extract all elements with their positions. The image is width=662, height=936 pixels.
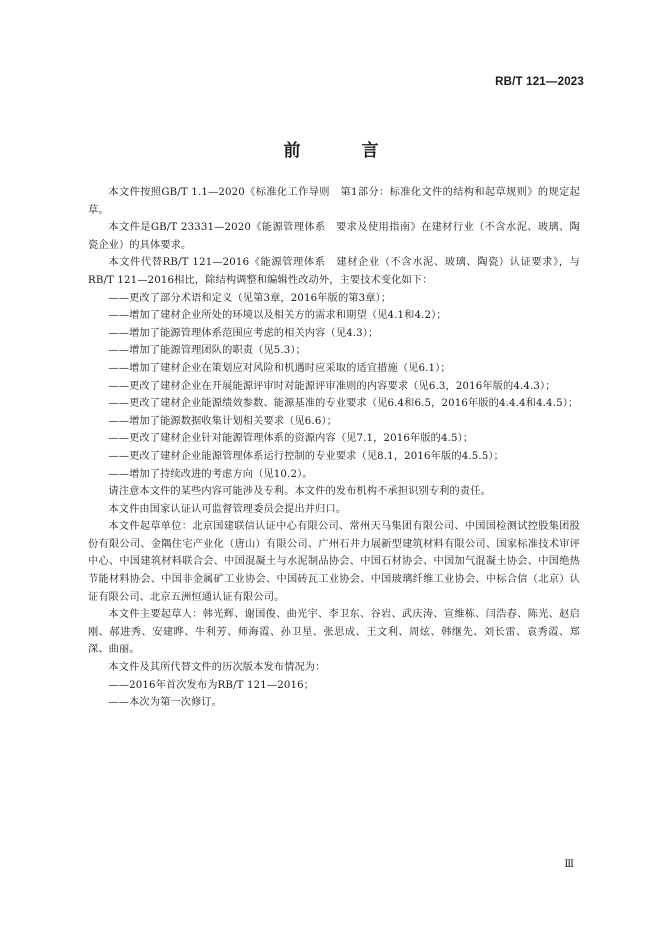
paragraph: 本文件及其所代替文件的历次版本发布情况为：	[108, 662, 326, 674]
change-item: ——增加了建材企业所处的环境以及相关方的需求和期望（见4.1和4.2）；	[108, 310, 447, 322]
change-item: ——更改了建材企业在开展能源评审时对能源评审准则的内容要求（见6.3，2016年版的4.4.3）；	[108, 380, 556, 392]
paragraph: 本文件是GB/T 23331—2020《能源管理体系 要求及使用指南》在建材行业（不含水泥、玻璃、陶瓷企业）的具体要求。	[88, 222, 580, 251]
history-item: ——本次为第一次修订。	[108, 697, 223, 709]
change-item: ——更改了建材企业能源管理体系运行控制的专业要求（见8.1，2016年版的4.5.5）；	[108, 450, 504, 462]
history-item: ——2016年首次发布为RB/T 121—2016；	[108, 679, 315, 691]
paragraph: 本文件起草单位：北京国建联信认证中心有限公司、常州天马集团有限公司、中国国检测试控股集团股份有限公司、金隅住宅产业化（唐山）有限公司、广州石井力展新型建筑材料有限公司、国家标准技术审评中心、中国建筑材料联合会、中国混凝土与水泥制品协会、中国石材协会、中国加气混凝土协会、中国绝热节能材料协会、中国非金属矿工业协会、中国砖瓦工业协会、中国玻璃纤维工业协会、中标合信（北京）认证有限公司、北京五洲恒通认证有限公司。	[88, 521, 580, 603]
change-item: ——更改了建材企业针对能源管理体系的资源内容（见7.1，2016年版的4.5）；	[108, 433, 474, 445]
document-code: RB/T 121—2023	[495, 76, 584, 88]
paragraph: 本文件按照GB/T 1.1—2020《标准化工作导则 第1部分：标准化文件的结构和起草规则》的规定起草。	[88, 187, 580, 216]
page-number: Ⅲ	[564, 859, 574, 870]
change-item: ——更改了部分术语和定义（见第3章，2016年版的第3章）；	[108, 292, 392, 304]
paragraph: 本文件主要起草人：韩光辉、谢国俊、曲光宇、李卫东、谷岩、武庆涛、宣维栋、闫浩春、陈光、赵启刚、郝进秀、安建晔、牛利芳、师海霞、孙卫星、张思成、王文利、周炫、韩继先、刘长雷、袁秀霞、郑深、曲丽。	[88, 609, 580, 656]
change-item: ——增加了能源数据收集计划相关要求（见6.6）；	[108, 415, 338, 427]
change-item: ——增加了能源管理体系范围应考虑的相关内容（见4.3）；	[108, 327, 379, 339]
change-item: ——更改了建材企业能源绩效参数、能源基准的专业要求（见6.4和6.5，2016年版的4.4.4和4.4.5）；	[108, 398, 579, 410]
foreword-body	[88, 184, 580, 712]
change-item: ——增加了能源管理团队的职责（见5.3）；	[108, 345, 307, 357]
paragraph: 本文件由国家认证认可监督管理委员会提出并归口。	[108, 503, 347, 515]
paragraph: 本文件代替RB/T 121—2016《能源管理体系 建材企业（不含水泥、玻璃、陶瓷）认证要求》，与RB/T 121—2016相比，除结构调整和编辑性改动外，主要技术变化如下：	[88, 257, 580, 286]
page-title: 前 言	[283, 141, 401, 161]
change-item: ——增加了建材企业在策划应对风险和机遇时应采取的适宜措施（见6.1）；	[108, 362, 451, 374]
change-item: ——增加了持续改进的考虑方向（见10.2）。	[108, 468, 313, 480]
paragraph: 请注意本文件的某些内容可能涉及专利。本文件的发布机构不承担识别专利的责任。	[108, 486, 491, 498]
